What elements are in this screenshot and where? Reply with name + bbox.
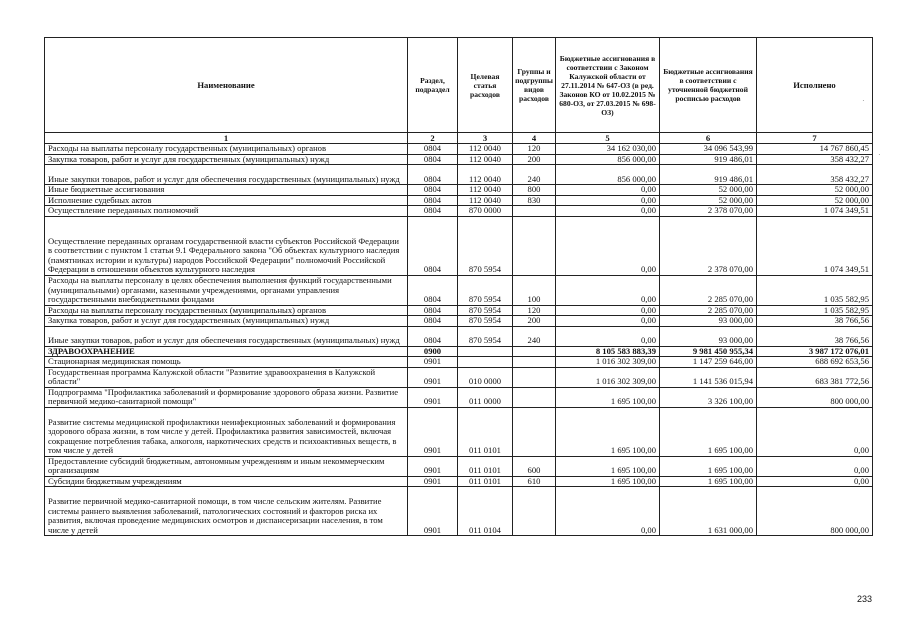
cell-rospis: 93 000,00 <box>660 316 757 327</box>
table-row <box>45 456 873 476</box>
column-number: 7 <box>757 133 873 144</box>
cell-ispolneno: 683 381 772,56 <box>757 367 873 387</box>
cell-razdel: 0804 <box>408 195 458 206</box>
header-rospis: Бюджетные ассигнования в соответствии с уточненной бюджетной росписью расходов <box>660 38 757 133</box>
header-gruppy: Группы и подгруппы видов расходов <box>513 38 556 133</box>
cell-razdel: 0804 <box>408 275 458 305</box>
cell-vid: 200 <box>513 316 556 327</box>
cell-ispolneno: 1 074 349,51 <box>757 206 873 217</box>
cell-name: Субсидии бюджетным учреждениям <box>45 476 408 487</box>
table-row <box>45 305 873 316</box>
table-row <box>45 275 873 305</box>
cell-razdel: 0804 <box>408 144 458 155</box>
cell-statya: 112 0040 <box>458 144 513 155</box>
column-number: 1 <box>45 133 408 144</box>
header-razdel: Раздел, подраздел <box>408 38 458 133</box>
scan-mark: · <box>878 150 881 159</box>
cell-law: 0,00 <box>556 305 660 316</box>
cell-vid <box>513 367 556 387</box>
column-number: 3 <box>458 133 513 144</box>
cell-name: Развитие первичной медико-санитарной помощи, в том числе сельским жителям. Развитие системы раннего выявления заболеваний, патологических состояний и факторов риска их развития, включая проведение медицинских осмотров и диспансеризации населения, в том числе у детей <box>45 487 408 536</box>
cell-law: 0,00 <box>556 326 660 346</box>
cell-name: Подпрограмма "Профилактика заболеваний и формирование здорового образа жизни. Развитие первичной медико-санитарной помощи" <box>45 387 408 407</box>
cell-vid <box>513 346 556 357</box>
table-row <box>45 185 873 196</box>
table-row <box>45 165 873 185</box>
table-row <box>45 367 873 387</box>
header-law: Бюджетные ассигнования в соответствии с Законом Калужской области от 27.11.2014 № 647-ОЗ (в ред. Законов КО от 10.02.2015 № 680-ОЗ, от 27.03.2015 № 698-ОЗ) <box>556 38 660 133</box>
table-row <box>45 316 873 327</box>
table-row <box>45 387 873 407</box>
column-number: 6 <box>660 133 757 144</box>
cell-rospis: 919 486,01 <box>660 165 757 185</box>
cell-law: 856 000,00 <box>556 165 660 185</box>
cell-name: Расходы на выплаты персоналу государственных (муниципальных) органов <box>45 144 408 155</box>
table-row <box>45 326 873 346</box>
table-row <box>45 195 873 206</box>
cell-rospis: 34 096 543,99 <box>660 144 757 155</box>
cell-vid: 200 <box>513 154 556 165</box>
cell-name: Закупка товаров, работ и услуг для государственных (муниципальных) нужд <box>45 154 408 165</box>
cell-rospis: 2 378 070,00 <box>660 216 757 275</box>
cell-vid <box>513 216 556 275</box>
header-ispolneno: Исполнено <box>757 38 873 133</box>
cell-name: Иные бюджетные ассигнования <box>45 185 408 196</box>
table-row <box>45 206 873 217</box>
cell-vid: 120 <box>513 144 556 155</box>
cell-law: 34 162 030,00 <box>556 144 660 155</box>
cell-name: Расходы на выплаты персоналу в целях обеспечения выполнения функций государственными (муниципальными) органами, казенными учреждениями, органами управления государственными внебюджетными фондами <box>45 275 408 305</box>
cell-statya: 112 0040 <box>458 165 513 185</box>
column-number: 5 <box>556 133 660 144</box>
table-row <box>45 407 873 456</box>
cell-vid: 240 <box>513 165 556 185</box>
cell-ispolneno: 800 000,00 <box>757 387 873 407</box>
cell-name: Иные закупки товаров, работ и услуг для обеспечения государственных (муниципальных) нужд <box>45 326 408 346</box>
cell-ispolneno: 52 000,00 <box>757 195 873 206</box>
cell-razdel: 0804 <box>408 305 458 316</box>
budget-table <box>44 37 873 536</box>
cell-ispolneno: 800 000,00 <box>757 487 873 536</box>
cell-vid: 800 <box>513 185 556 196</box>
cell-name: Расходы на выплаты персоналу государственных (муниципальных) органов <box>45 305 408 316</box>
cell-statya: 011 0101 <box>458 407 513 456</box>
cell-name: Государственная программа Калужской области "Развитие здравоохранения в Калужской области" <box>45 367 408 387</box>
cell-rospis: 1 695 100,00 <box>660 456 757 476</box>
cell-name: Стационарная медицинская помощь <box>45 357 408 368</box>
cell-ispolneno: 1 035 582,95 <box>757 275 873 305</box>
table-row <box>45 154 873 165</box>
cell-statya: 112 0040 <box>458 154 513 165</box>
cell-rospis: 52 000,00 <box>660 195 757 206</box>
cell-rospis: 52 000,00 <box>660 185 757 196</box>
cell-law: 1 695 100,00 <box>556 456 660 476</box>
cell-law: 1 016 302 309,00 <box>556 367 660 387</box>
cell-statya: 870 5954 <box>458 275 513 305</box>
cell-razdel: 0804 <box>408 316 458 327</box>
cell-ispolneno: 38 766,56 <box>757 326 873 346</box>
cell-rospis: 1 141 536 015,94 <box>660 367 757 387</box>
cell-razdel: 0901 <box>408 357 458 368</box>
cell-statya <box>458 346 513 357</box>
cell-razdel: 0901 <box>408 456 458 476</box>
cell-law: 0,00 <box>556 316 660 327</box>
cell-vid: 600 <box>513 456 556 476</box>
cell-statya: 112 0040 <box>458 185 513 196</box>
column-number: 2 <box>408 133 458 144</box>
cell-law: 0,00 <box>556 206 660 217</box>
table-row <box>45 476 873 487</box>
cell-vid <box>513 487 556 536</box>
table-body <box>45 133 873 536</box>
cell-statya: 011 0000 <box>458 387 513 407</box>
cell-law: 0,00 <box>556 216 660 275</box>
cell-ispolneno: 38 766,56 <box>757 316 873 327</box>
cell-vid: 120 <box>513 305 556 316</box>
cell-statya: 011 0104 <box>458 487 513 536</box>
cell-razdel: 0901 <box>408 367 458 387</box>
cell-law: 1 695 100,00 <box>556 476 660 487</box>
cell-ispolneno: 1 074 349,51 <box>757 216 873 275</box>
cell-razdel: 0804 <box>408 216 458 275</box>
table-row <box>45 144 873 155</box>
cell-ispolneno: 52 000,00 <box>757 185 873 196</box>
cell-vid <box>513 206 556 217</box>
cell-statya: 870 5954 <box>458 316 513 327</box>
table-header-row <box>45 38 873 133</box>
table-row <box>45 216 873 275</box>
cell-vid: 830 <box>513 195 556 206</box>
cell-rospis: 919 486,01 <box>660 154 757 165</box>
cell-razdel: 0804 <box>408 154 458 165</box>
table-row <box>45 487 873 536</box>
cell-vid <box>513 407 556 456</box>
cell-statya <box>458 357 513 368</box>
cell-razdel: 0804 <box>408 185 458 196</box>
page-number: 233 <box>857 594 873 604</box>
cell-razdel: 0901 <box>408 487 458 536</box>
cell-razdel: 0804 <box>408 165 458 185</box>
cell-ispolneno: 1 035 582,95 <box>757 305 873 316</box>
cell-law: 1 016 302 309,00 <box>556 357 660 368</box>
cell-razdel: 0901 <box>408 476 458 487</box>
cell-law: 1 695 100,00 <box>556 387 660 407</box>
cell-razdel: 0901 <box>408 387 458 407</box>
cell-law: 1 695 100,00 <box>556 407 660 456</box>
cell-law: 0,00 <box>556 487 660 536</box>
cell-ispolneno: 688 692 653,56 <box>757 357 873 368</box>
cell-statya: 010 0000 <box>458 367 513 387</box>
cell-statya: 870 0000 <box>458 206 513 217</box>
cell-law: 0,00 <box>556 185 660 196</box>
cell-vid: 610 <box>513 476 556 487</box>
cell-law: 856 000,00 <box>556 154 660 165</box>
cell-rospis: 1 695 100,00 <box>660 407 757 456</box>
cell-law: 0,00 <box>556 195 660 206</box>
cell-name: Исполнение судебных актов <box>45 195 408 206</box>
cell-statya: 870 5954 <box>458 326 513 346</box>
column-number: 4 <box>513 133 556 144</box>
cell-vid: 100 <box>513 275 556 305</box>
cell-statya: 870 5954 <box>458 305 513 316</box>
cell-razdel: 0804 <box>408 206 458 217</box>
cell-ispolneno: 0,00 <box>757 456 873 476</box>
column-number-row <box>45 133 873 144</box>
cell-rospis: 2 378 070,00 <box>660 206 757 217</box>
cell-name: Осуществление переданных органам государственной власти субъектов Российской Федерации в соответствии с пунктом 1 статьи 9.1 Федерального закона "Об объектах культурного наследия (памятниках истории и культуры) народов Российской Федерации" полномочий Российской Федерации в отношении объектов культурного наследия <box>45 216 408 275</box>
cell-name: Предоставление субсидий бюджетным, автономным учреждениям и иным некоммерческим организациям <box>45 456 408 476</box>
cell-rospis: 3 326 100,00 <box>660 387 757 407</box>
cell-statya: 112 0040 <box>458 195 513 206</box>
cell-rospis: 9 981 450 955,34 <box>660 346 757 357</box>
cell-rospis: 1 695 100,00 <box>660 476 757 487</box>
cell-rospis: 2 285 070,00 <box>660 275 757 305</box>
cell-law: 0,00 <box>556 275 660 305</box>
table-row <box>45 357 873 368</box>
cell-vid: 240 <box>513 326 556 346</box>
cell-vid <box>513 357 556 368</box>
cell-rospis: 1 631 000,00 <box>660 487 757 536</box>
cell-ispolneno: 0,00 <box>757 407 873 456</box>
cell-law: 8 105 583 883,39 <box>556 346 660 357</box>
cell-name: Осуществление переданных полномочий <box>45 206 408 217</box>
header-name: Наименование <box>45 38 408 133</box>
cell-name: Развитие системы медицинской профилактики неинфекционных заболеваний и формирования здорового образа жизни, в том числе у детей. Профилактика развития зависимостей, включая сокращение потребления табака, алкоголя, наркотических средств и психоактивных веществ, в том числе у детей <box>45 407 408 456</box>
cell-razdel: 0804 <box>408 326 458 346</box>
cell-ispolneno: 358 432,27 <box>757 154 873 165</box>
cell-statya: 870 5954 <box>458 216 513 275</box>
cell-ispolneno: 0,00 <box>757 476 873 487</box>
cell-razdel: 0901 <box>408 407 458 456</box>
cell-rospis: 93 000,00 <box>660 326 757 346</box>
cell-ispolneno: 3 987 172 076,01 <box>757 346 873 357</box>
cell-name: Закупка товаров, работ и услуг для государственных (муниципальных) нужд <box>45 316 408 327</box>
cell-name: Иные закупки товаров, работ и услуг для обеспечения государственных (муниципальных) нужд <box>45 165 408 185</box>
cell-name: ЗДРАВООХРАНЕНИЕ <box>45 346 408 357</box>
cell-statya: 011 0101 <box>458 456 513 476</box>
cell-rospis: 1 147 259 646,00 <box>660 357 757 368</box>
cell-razdel: 0900 <box>408 346 458 357</box>
cell-ispolneno: 14 767 860,45 <box>757 144 873 155</box>
cell-ispolneno: 358 432,27 <box>757 165 873 185</box>
cell-rospis: 2 285 070,00 <box>660 305 757 316</box>
table-row <box>45 346 873 357</box>
scan-mark: · <box>862 96 865 105</box>
header-statya: Целевая статья расходов <box>458 38 513 133</box>
cell-vid <box>513 387 556 407</box>
cell-statya: 011 0101 <box>458 476 513 487</box>
